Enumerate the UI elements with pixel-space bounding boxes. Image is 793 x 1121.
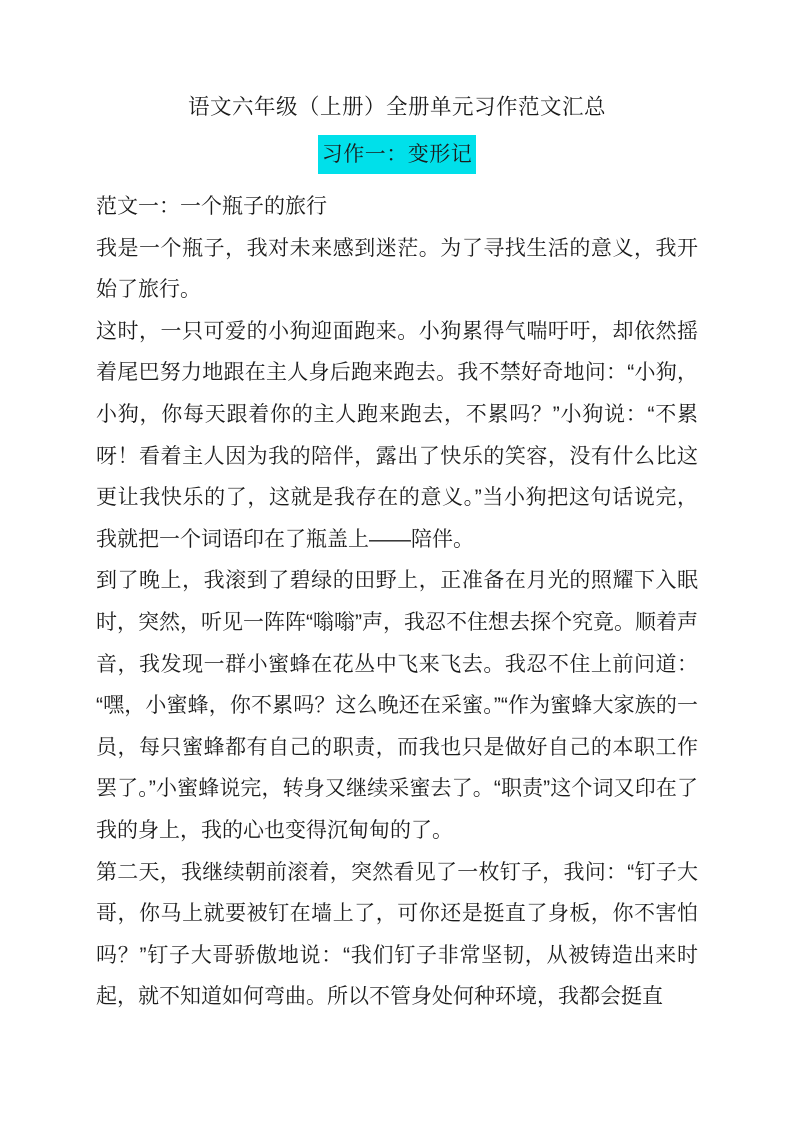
essay-paragraph: 第二天，我继续朝前滚着，突然看见了一枚钉子，我问：“钉子大哥，你马上就要被钉在墙上了，可你还是挺直了身板，你不害怕吗？”钉子大哥骄傲地说：“我们钉子非常坚韧，从被铸造出来时起，就不知道如何弯曲。所以不管身处何种环境，我都会挺直 [96, 860, 698, 1009]
essay-title: 范文一：一个瓶子的旅行 [96, 195, 327, 218]
section-heading-row [96, 135, 698, 175]
essay-paragraph: 我是一个瓶子，我对未来感到迷茫。为了寻找生活的意义，我开始了旅行。 [96, 236, 698, 302]
document-title: 语文六年级（上册）全册单元习作范文汇总 [187, 95, 606, 119]
essay-paragraph: 到了晚上，我滚到了碧绿的田野上，正准备在月光的照耀下入眠时，突然，听见一阵阵“嗡嗡”声，我忍不住想去探个究竟。顺着声音，我发现一群小蜜蜂在花丛中飞来飞去。我忍不住上前问道：“嘿，小蜜蜂，你不累吗？这么晚还在采蜜。”“作为蜜蜂大家族的一员，每只蜜蜂都有自己的职责，而我也只是做好自己的本职工作罢了。”小蜜蜂说完，转身又继续采蜜去了。“职责”这个词又印在了我的身上，我的心也变得沉甸甸的了。 [96, 569, 698, 842]
section-heading-highlight: 习作一：变形记 [318, 135, 477, 174]
essay-paragraph: 这时，一只可爱的小狗迎面跑来。小狗累得气喘吁吁，却依然摇着尾巴努力地跟在主人身后跑来跑去。我不禁好奇地问：“小狗，小狗，你每天跟着你的主人跑来跑去，不累吗？”小狗说：“不累呀！看着主人因为我的陪伴，露出了快乐的笑容，没有什么比这更让我快乐的了，这就是我存在的意义。”当小狗把这句话说完，我就把一个词语印在了瓶盖上——陪伴。 [96, 319, 698, 551]
essay-body [96, 186, 698, 1018]
